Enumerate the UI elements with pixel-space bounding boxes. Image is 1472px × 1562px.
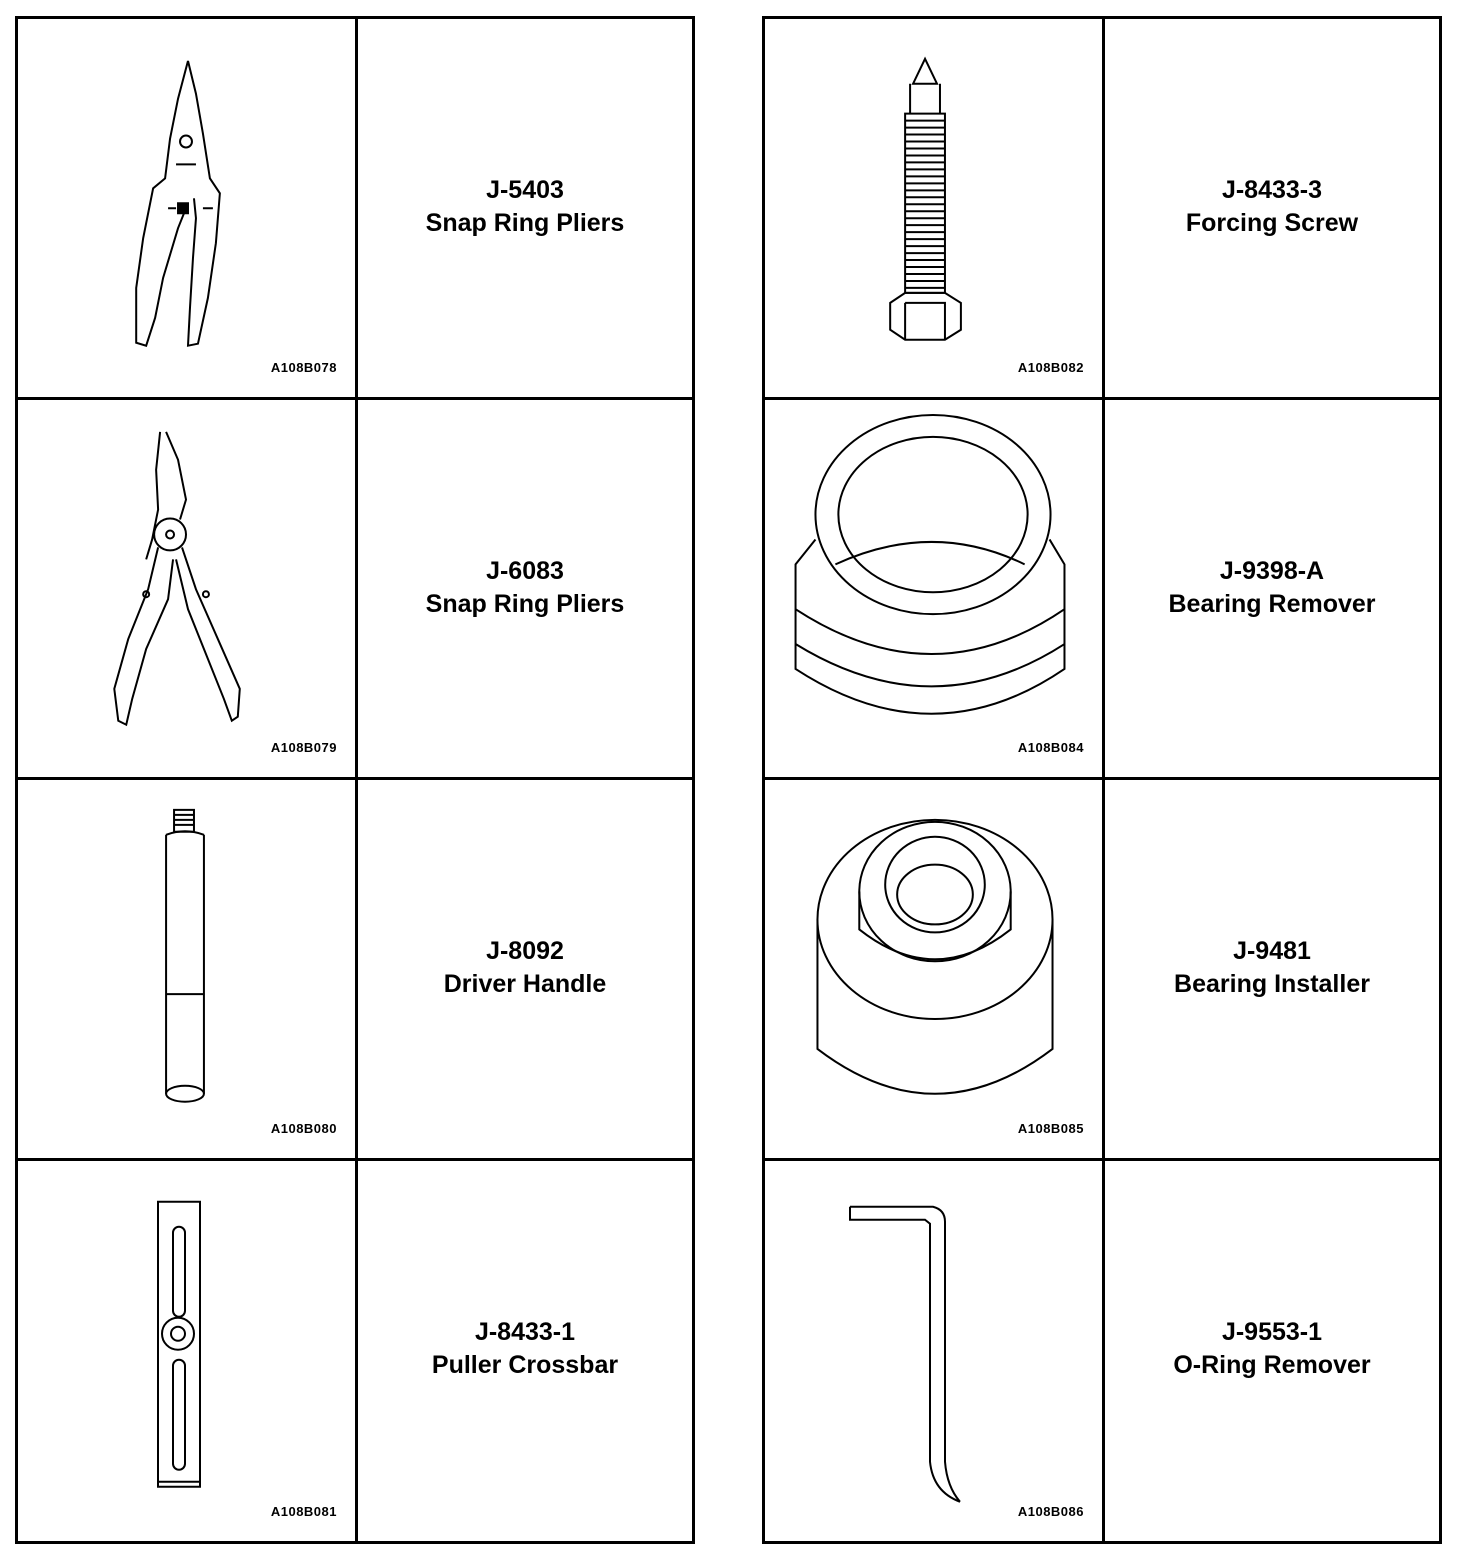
tool-number: J-9481: [1233, 937, 1311, 965]
figure-cell: [765, 1161, 1105, 1542]
figure-code: A108B084: [1017, 740, 1084, 755]
figure-code: A108B079: [270, 740, 337, 755]
tool-name: Snap Ring Pliers: [425, 209, 625, 237]
tool-number: J-5403: [486, 176, 564, 204]
tool-name: Snap Ring Pliers: [425, 589, 625, 618]
tool-label: [358, 1316, 692, 1382]
tool-number: J-8433-1: [474, 1317, 576, 1346]
bearing-installer-icon: [765, 780, 1102, 1158]
tool-name: Driver Handle: [443, 970, 607, 998]
figure-cell: [765, 780, 1105, 1161]
tool-label: [1105, 935, 1439, 1001]
tool-label-cell: [358, 780, 692, 1161]
figure-code: A108B086: [1017, 1504, 1084, 1519]
figure-code: A108B080: [270, 1120, 337, 1136]
tool-table-right: [762, 16, 1442, 1544]
tool-label-cell: [358, 1161, 692, 1542]
tool-number: J-8092: [486, 937, 564, 965]
figure-code: A108B085: [1017, 1120, 1084, 1136]
figure-code: A108B081: [270, 1504, 337, 1519]
tool-label-cell: [358, 400, 692, 781]
tool-number: J-9553-1: [1221, 1317, 1323, 1346]
tool-label-cell: [358, 19, 692, 400]
o-ring-remover-icon: [765, 1161, 1102, 1542]
figure-cell: [18, 1161, 358, 1542]
bearing-remover-icon: [765, 400, 1102, 778]
tool-label-cell: [1105, 1161, 1439, 1542]
tool-name: O-Ring Remover: [1173, 1350, 1371, 1379]
tool-label: [358, 935, 692, 1001]
tool-number: J-8433-3: [1221, 176, 1323, 204]
puller-crossbar-icon: [18, 1161, 355, 1542]
tool-label: [1105, 174, 1439, 240]
tool-label: [358, 174, 692, 240]
tool-name: Puller Crossbar: [431, 1350, 619, 1379]
figure-cell: [18, 400, 358, 781]
forcing-screw-icon: [765, 19, 1102, 397]
tool-label: [1105, 1316, 1439, 1382]
driver-handle-icon: [18, 780, 355, 1158]
figure-code: A108B082: [1017, 359, 1084, 375]
tool-number: J-6083: [486, 556, 564, 585]
tool-label: [358, 555, 692, 621]
tool-name: Forcing Screw: [1185, 209, 1359, 237]
figure-cell: [765, 19, 1105, 400]
figure-cell: [18, 780, 358, 1161]
bent-snap-ring-pliers-icon: [18, 400, 355, 778]
tool-table-left: [15, 16, 695, 1544]
tool-number: J-9398-A: [1219, 556, 1325, 585]
tool-label-cell: [1105, 780, 1439, 1161]
tool-name: Bearing Remover: [1168, 589, 1376, 618]
tool-label-cell: [1105, 400, 1439, 781]
straight-snap-ring-pliers-icon: [18, 19, 355, 397]
figure-cell: [18, 19, 358, 400]
tool-label-cell: [1105, 19, 1439, 400]
figure-cell: [765, 400, 1105, 781]
tool-label: [1105, 555, 1439, 621]
tool-name: Bearing Installer: [1174, 970, 1370, 998]
figure-code: A108B078: [270, 359, 337, 375]
